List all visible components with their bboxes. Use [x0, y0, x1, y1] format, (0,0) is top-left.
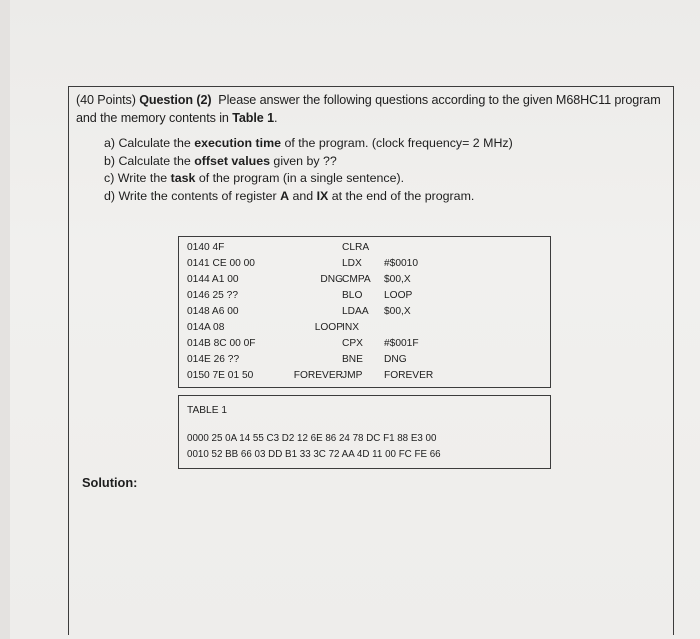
solution-label: Solution:	[82, 475, 138, 490]
code-line: 0144 A1 00 DNG CMPA $00,X	[187, 274, 411, 285]
question-points: (40 Points)	[76, 93, 136, 107]
task-list	[104, 135, 513, 205]
code-line: 0148 A6 00 LDAA $00,X	[187, 306, 411, 317]
question-prompt: (40 Points) Question (2) Please answer the following questions according to the given M68HC11 program and the memory contents in Table 1.	[76, 93, 661, 125]
code-line: 014E 26 ?? BNE DNG	[187, 354, 407, 365]
task-a: a) Calculate the execution time of the program. (clock frequency= 2 MHz)	[104, 136, 513, 150]
task-c: c) Write the task of the program (in a single sentence).	[104, 171, 405, 185]
question-title: Question (2)	[139, 93, 212, 107]
question-prompt-text: Please answer the following questions according to the given M68HC11 program and the memory contents in	[76, 93, 661, 125]
code-line: 0140 4F CLRA	[187, 242, 370, 253]
code-line: 0150 7E 01 50 FOREVER JMP FOREVER	[187, 370, 434, 381]
code-line: 014B 8C 00 0F CPX #$001F	[187, 338, 419, 349]
code-line: 0141 CE 00 00 LDX #$0010	[187, 258, 418, 269]
program-listing	[178, 236, 551, 388]
memory-table-title: TABLE 1	[187, 405, 228, 416]
memory-table	[178, 395, 551, 469]
task-d: d) Write the contents of register A and IX at the end of the program.	[104, 188, 475, 203]
code-line: 0146 25 ?? BLO LOOP	[187, 290, 413, 301]
table-reference: Table 1	[232, 111, 274, 125]
memory-row: 0000 25 0A 14 55 C3 D2 12 6E 86 24 78 DC F1 88 E3 00	[187, 433, 437, 444]
memory-row: 0010 52 BB 66 03 DD B1 33 3C 72 AA 4D 11 00 FC FE 66	[187, 449, 441, 460]
code-line: 014A 08 LOOP INX	[187, 322, 359, 333]
task-b: b) Calculate the offset values given by ??	[104, 153, 337, 168]
